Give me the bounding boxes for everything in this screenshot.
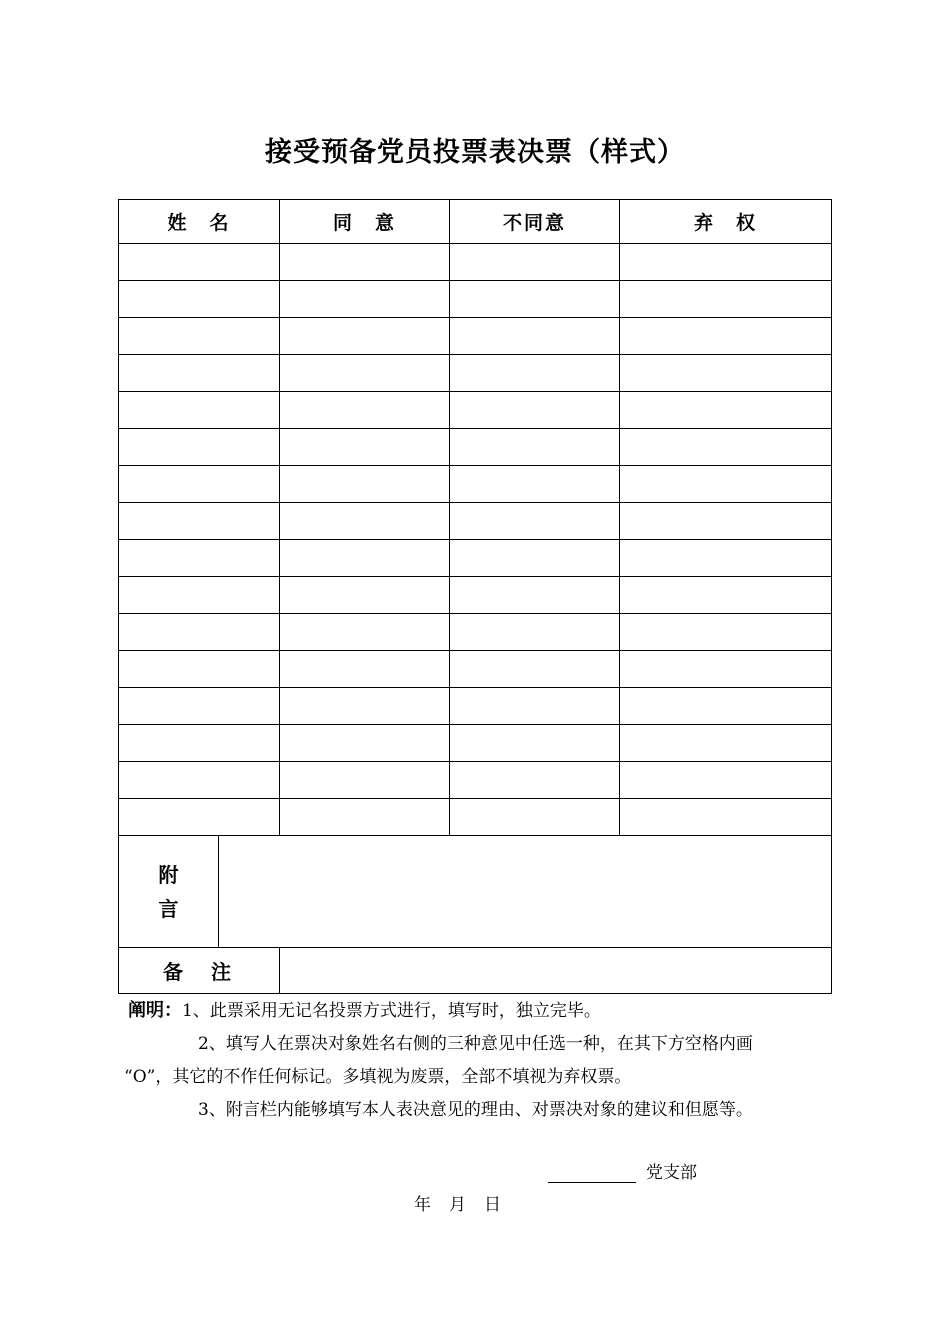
agree-cell[interactable]	[280, 799, 450, 836]
table-row	[119, 244, 832, 281]
attach-label-char-1: 附	[158, 862, 179, 887]
table-row	[119, 614, 832, 651]
date-line	[414, 1190, 519, 1215]
disagree-cell[interactable]	[450, 466, 620, 503]
abstain-cell[interactable]	[620, 577, 832, 614]
disagree-cell[interactable]	[450, 688, 620, 725]
disagree-cell[interactable]	[450, 725, 620, 762]
table-row	[119, 577, 832, 614]
header-name: 姓 名	[119, 200, 280, 244]
agree-cell[interactable]	[280, 614, 450, 651]
table-row	[119, 762, 832, 799]
name-cell[interactable]	[119, 429, 280, 466]
name-cell[interactable]	[119, 392, 280, 429]
table-row	[119, 281, 832, 318]
page-title: 接受预备党员投票表决票（样式）	[265, 137, 685, 168]
disagree-cell[interactable]	[450, 762, 620, 799]
name-cell[interactable]	[119, 725, 280, 762]
disagree-cell[interactable]	[450, 651, 620, 688]
name-cell[interactable]	[119, 318, 280, 355]
disagree-cell[interactable]	[450, 503, 620, 540]
agree-cell[interactable]	[280, 429, 450, 466]
abstain-cell[interactable]	[620, 762, 832, 799]
agree-cell[interactable]	[280, 577, 450, 614]
disagree-cell[interactable]	[450, 577, 620, 614]
abstain-cell[interactable]	[620, 688, 832, 725]
table-header-row	[119, 200, 832, 244]
abstain-cell[interactable]	[620, 466, 832, 503]
signature-line	[548, 1158, 697, 1183]
header-agree: 同 意	[280, 200, 450, 244]
agree-cell[interactable]	[280, 762, 450, 799]
date-day: 日	[484, 1195, 501, 1215]
instructions-lead: 阐明：	[128, 1000, 182, 1021]
date-year: 年	[414, 1195, 431, 1215]
agree-cell[interactable]	[280, 503, 450, 540]
attach-field[interactable]	[219, 836, 832, 948]
note-row	[119, 948, 832, 994]
abstain-cell[interactable]	[620, 318, 832, 355]
name-cell[interactable]	[119, 540, 280, 577]
abstain-cell[interactable]	[620, 244, 832, 281]
branch-label: 党支部	[646, 1163, 697, 1183]
agree-cell[interactable]	[280, 318, 450, 355]
agree-cell[interactable]	[280, 355, 450, 392]
instructions	[124, 994, 828, 1127]
table-row	[119, 688, 832, 725]
table-row	[119, 355, 832, 392]
agree-cell[interactable]	[280, 651, 450, 688]
agree-cell[interactable]	[280, 466, 450, 503]
abstain-cell[interactable]	[620, 355, 832, 392]
abstain-cell[interactable]	[620, 503, 832, 540]
instruction-item-2b: “O”，其它的不作任何标记。多填视为废票，全部不填视为弃权票。	[124, 1067, 632, 1087]
table-row	[119, 540, 832, 577]
agree-cell[interactable]	[280, 244, 450, 281]
date-month: 月	[449, 1195, 466, 1215]
name-cell[interactable]	[119, 577, 280, 614]
table-row	[119, 429, 832, 466]
abstain-cell[interactable]	[620, 725, 832, 762]
table-row	[119, 799, 832, 836]
disagree-cell[interactable]	[450, 540, 620, 577]
disagree-cell[interactable]	[450, 244, 620, 281]
ballot-rows	[119, 244, 832, 836]
note-field[interactable]	[280, 948, 832, 994]
note-label: 备 注	[119, 948, 280, 994]
abstain-cell[interactable]	[620, 392, 832, 429]
name-cell[interactable]	[119, 762, 280, 799]
abstain-cell[interactable]	[620, 651, 832, 688]
name-cell[interactable]	[119, 688, 280, 725]
table-row	[119, 392, 832, 429]
instruction-item-2a: 2、填写人在票决对象姓名右侧的三种意见中任选一种，在其下方空格内画	[198, 1034, 753, 1054]
disagree-cell[interactable]	[450, 355, 620, 392]
ballot-table	[118, 199, 832, 994]
branch-name-blank[interactable]	[548, 1162, 636, 1183]
header-abstain: 弃 权	[620, 200, 832, 244]
abstain-cell[interactable]	[620, 614, 832, 651]
name-cell[interactable]	[119, 503, 280, 540]
name-cell[interactable]	[119, 651, 280, 688]
disagree-cell[interactable]	[450, 799, 620, 836]
agree-cell[interactable]	[280, 392, 450, 429]
agree-cell[interactable]	[280, 540, 450, 577]
name-cell[interactable]	[119, 614, 280, 651]
table-row	[119, 725, 832, 762]
name-cell[interactable]	[119, 281, 280, 318]
agree-cell[interactable]	[280, 688, 450, 725]
agree-cell[interactable]	[280, 281, 450, 318]
disagree-cell[interactable]	[450, 318, 620, 355]
instruction-item-3: 3、附言栏内能够填写本人表决意见的理由、对票决对象的建议和但愿等。	[198, 1100, 753, 1120]
instruction-item-1: 1、此票采用无记名投票方式进行，填写时，独立完毕。	[182, 1001, 601, 1021]
disagree-cell[interactable]	[450, 614, 620, 651]
disagree-cell[interactable]	[450, 281, 620, 318]
attach-label-char-2: 言	[158, 896, 179, 921]
table-row	[119, 318, 832, 355]
abstain-cell[interactable]	[620, 540, 832, 577]
attach-row	[119, 836, 832, 948]
abstain-cell[interactable]	[620, 799, 832, 836]
name-cell[interactable]	[119, 466, 280, 503]
abstain-cell[interactable]	[620, 429, 832, 466]
header-disagree: 不同意	[450, 200, 620, 244]
name-cell[interactable]	[119, 355, 280, 392]
abstain-cell[interactable]	[620, 281, 832, 318]
disagree-cell[interactable]	[450, 429, 620, 466]
name-cell[interactable]	[119, 799, 280, 836]
disagree-cell[interactable]	[450, 392, 620, 429]
name-cell[interactable]	[119, 244, 280, 281]
table-row	[119, 466, 832, 503]
agree-cell[interactable]	[280, 725, 450, 762]
instruction-line-1	[128, 994, 828, 1028]
attach-label	[119, 836, 219, 948]
table-row	[119, 651, 832, 688]
table-row	[119, 503, 832, 540]
